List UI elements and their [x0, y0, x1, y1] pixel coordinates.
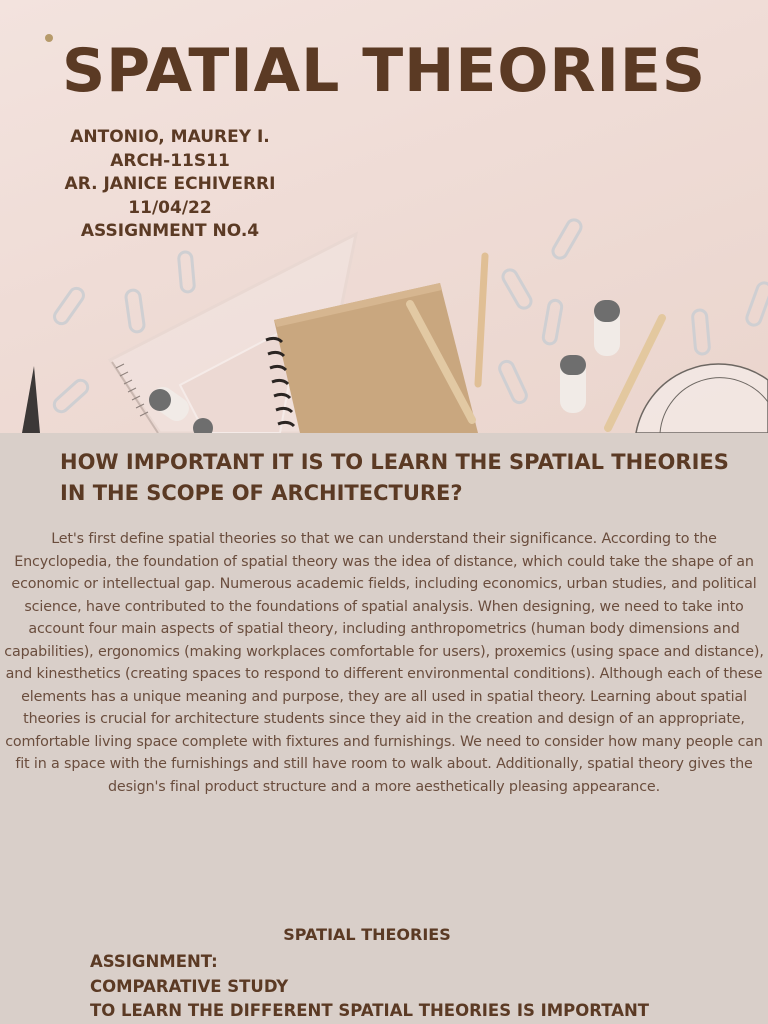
- instructor-name: AR. JANICE ECHIVERRI: [64, 174, 276, 194]
- footer-line-assignment: ASSIGNMENT:: [90, 952, 218, 971]
- body-paragraph: Let's first define spatial theories so that we can understand their significance. According to the Encyclopedia, the foundation of spatial theory was the idea of distance, which could take the shape of an economic or intellectual gap. Numerous academic fields, including economics, urban studies, and political science, have contributed to the foundations of spatial analysis. When designing, we need to take into account four main aspects of spatial theory, including anthropometrics (human body dimensions and capabilities), ergonomics (making workplaces comfortable for users), proxemics (using space and distance), and kinesthetics (creating spaces to respond to different environmental conditions). Although each of these elements has a unique meaning and purpose, they are all used in spatial theory. Learning about spatial theories is crucial for architecture students since they aid in the creation and design of an appropriate, comfortable living space complete with fixtures and furnishings. We need to consider how many people can fit in a space with the furnishings and still have room to walk about. Additionally, spatial theory gives the design's final product structure and a more aesthetically pleasing appearance.: [4, 531, 764, 795]
- author-name: ANTONIO, MAUREY I.: [70, 127, 270, 147]
- date-text: 11/04/22: [128, 197, 212, 218]
- footer-details: [90, 950, 760, 1024]
- footer-title: SPATIAL THEORIES: [283, 925, 451, 944]
- footer-line-topic: TO LEARN THE DIFFERENT SPATIAL THEORIES IS IMPORTANT: [90, 1001, 650, 1020]
- assignment-number: ASSIGNMENT NO.4: [80, 221, 260, 241]
- hero-image: [0, 0, 768, 433]
- page-title: SPATIAL THEORIES: [61, 36, 707, 106]
- footer-line-study: COMPARATIVE STUDY: [90, 976, 289, 996]
- author-info: [40, 126, 300, 244]
- question-heading: HOW IMPORTANT IT IS TO LEARN THE SPATIAL THEORIES IN THE SCOPE OF ARCHITECTURE?: [60, 450, 729, 505]
- section-code: ARCH-11S11: [110, 150, 230, 171]
- protractor-icon: [636, 364, 768, 433]
- scissors-icon: [22, 366, 40, 433]
